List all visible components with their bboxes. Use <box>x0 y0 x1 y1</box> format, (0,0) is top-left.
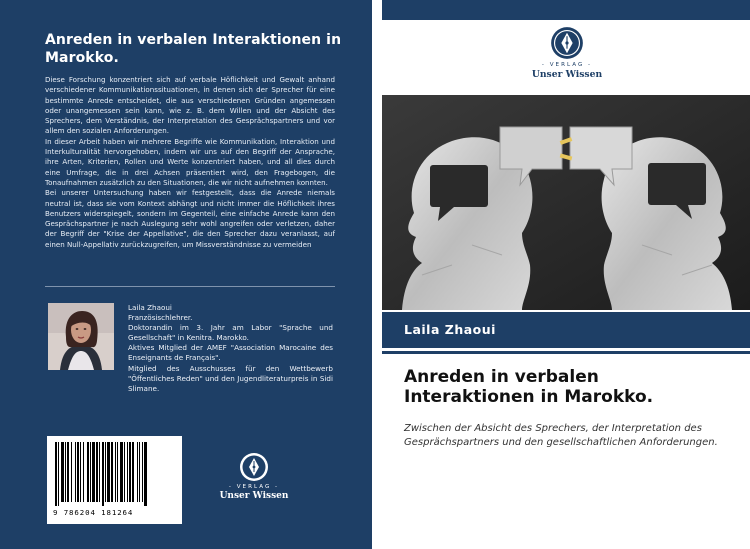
blurb-paragraph-2: In dieser Arbeit haben wir mehrere Begriffe wie Kommunikation, Interaktion und Interkulturalität hervorgehoben, indem wir uns auf den Begriff der Ansprache, ihre Arten, Kriterien, Rollen und Werte konzentriert haben, und all dies durch eine Umfrage, die in drei Achsen präsentiert wird, den Fragebogen, die Tonaufnahmen zusätzlich zu den Situationen, die wir nicht aufnehmen konnten. <box>45 136 335 187</box>
back-cover-title: Anreden in verbalen Interaktionen in Marokko. <box>45 32 342 66</box>
crumpled-paper-heads-icon <box>382 95 750 310</box>
front-divider <box>382 351 750 354</box>
front-cover <box>382 0 750 549</box>
front-publisher-logo <box>522 26 612 86</box>
barcode-bars <box>53 442 176 506</box>
front-author-name: Laila Zhaoui <box>404 322 496 337</box>
bio-line-4: Aktives Mitglied der AMEF "Association Marocaine des Enseignants de Français". <box>128 343 333 363</box>
spine <box>372 0 382 549</box>
barcode <box>47 436 182 524</box>
logo-verlag-text: - VERLAG - <box>228 484 280 490</box>
blurb-paragraph-1: Diese Forschung konzentriert sich auf verbale Höflichkeit und Gewalt anhand verschiedener Kommunikationssituationen, in denen sich der Sprecher für eine bestimmte Anrede entscheidet, die aus verschiedenen Gründen angemessen oder unangemessen sein kann, wie z. B. dem Willen und der Absicht des Sprechers, dem Verständnis, der Interpretation des Gesprächspartners und vor allem den sozialen Anforderungen. <box>45 75 335 136</box>
blurb-paragraph-3: Bei unserer Untersuchung haben wir festgestellt, dass die Anrede niemals neutral ist, dass sie vom Kontext abhängt und nicht immer die Höflichkeit ihres Benutzers widerspiegelt, sondern im Gegenteil, eine einfache Anrede kann den Gesprächspartner je nach Auslegung sehr wohl angreifen oder verletzen, daher der Begriff der "Krise der Appellative", die den Sprecher dazu veranlasst, auf einen Null-Appellativ zurückzugreifen, um Missverständnisse zu vermeiden <box>45 188 335 249</box>
bio-name: Laila Zhaoui <box>128 303 172 312</box>
front-top-bar <box>382 0 750 20</box>
author-bar <box>382 312 750 348</box>
logo-verlag-text: - VERLAG - <box>541 62 593 68</box>
back-divider <box>45 286 335 287</box>
isbn-number: 9 786204 181264 <box>53 508 134 517</box>
front-subtitle: Zwischen der Absicht des Sprechers, der Interpretation des Gesprächspartners und den gesellschaftlichen Anforderungen. <box>404 423 718 448</box>
author-bio <box>128 303 333 394</box>
back-publisher-logo <box>214 452 294 508</box>
bio-line-2: Französischlehrer. <box>128 313 193 323</box>
author-photo <box>48 303 114 370</box>
back-cover <box>0 0 372 549</box>
bio-line-5: Mitglied des Ausschusses für den Wettbewerb "Öffentliches Reden" und den Jugendliteraturpreis in Sidi Slimane. <box>128 363 333 393</box>
bio-line-3: Doktorandin im 3. Jahr am Labor "Sprache und Gesellschaft" in Kenitra. Marokko. <box>128 323 333 343</box>
pen-nib-logo-icon <box>550 26 584 60</box>
logo-name-text: Unser Wissen <box>531 69 603 80</box>
logo-name-text: Unser Wissen <box>219 491 289 501</box>
front-title: Anreden in verbalen Interaktionen in Marokko. <box>404 367 654 407</box>
back-cover-blurb <box>45 75 335 250</box>
pen-nib-logo-icon <box>239 452 269 482</box>
cover-illustration <box>382 95 750 310</box>
